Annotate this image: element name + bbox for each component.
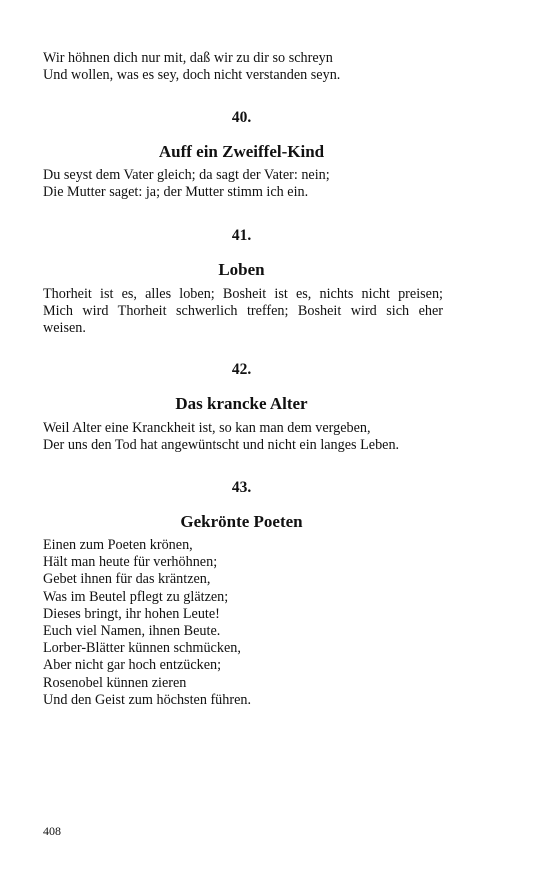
- verse-line: Mich wird Thorheit schwerlich treffen; Bosheit wird sich eher: [43, 303, 443, 320]
- page-number: 408: [43, 824, 61, 838]
- verse-line: Lorber-Blätter künnen schmücken,: [43, 640, 241, 657]
- verse-line: Dieses bringt, ihr hohen Leute!: [43, 605, 220, 622]
- verse-line: Hält man heute für verhöhnen;: [43, 554, 218, 571]
- verse-line: Wir höhnen dich nur mit, daß wir zu dir so schreyn: [43, 50, 333, 66]
- poem-number: 40.: [231, 109, 252, 126]
- poem-number: 41.: [231, 227, 252, 244]
- verse-line: Gebet ihnen für das kräntzen,: [43, 571, 211, 588]
- poem-title: Auff ein Zweiffel-Kind: [158, 142, 325, 161]
- verse-line: Der uns den Tod hat angewüntscht und nicht ein langes Leben.: [43, 437, 400, 454]
- poem-verse: [43, 537, 443, 709]
- verse-line: Euch viel Namen, ihnen Beute.: [43, 623, 221, 640]
- intro-verse: [43, 50, 443, 84]
- poem-verse: [43, 167, 443, 201]
- poem-verse: [43, 286, 443, 338]
- poem-verse: [43, 420, 443, 454]
- verse-line: Was im Beutel pflegt zu glätzen;: [43, 588, 229, 605]
- verse-line: Einen zum Poeten krönen,: [43, 537, 193, 553]
- poem-title: Gekrönte Poeten: [180, 512, 303, 531]
- poem-title: Das krancke Alter: [175, 394, 308, 413]
- verse-line: Rosenobel künnen zieren: [43, 674, 187, 691]
- verse-line: Du seyst dem Vater gleich; da sagt der Vater: nein;: [43, 167, 330, 183]
- poem-number: 43.: [231, 479, 252, 496]
- verse-line: Weil Alter eine Kranckheit ist, so kan man dem vergeben,: [43, 420, 371, 436]
- verse-line: weisen.: [43, 320, 86, 337]
- verse-line: Aber nicht gar hoch entzücken;: [43, 657, 222, 674]
- verse-line: Die Mutter saget: ja; der Mutter stimm ich ein.: [43, 184, 309, 201]
- poem-number: 42.: [231, 361, 252, 378]
- verse-line: Und den Geist zum höchsten führen.: [43, 691, 252, 708]
- verse-line: Und wollen, was es sey, doch nicht verstanden seyn.: [43, 67, 341, 84]
- poem-title: Loben: [218, 260, 265, 279]
- verse-line: Thorheit ist es, alles loben; Bosheit ist es, nichts nicht preisen;: [43, 286, 443, 302]
